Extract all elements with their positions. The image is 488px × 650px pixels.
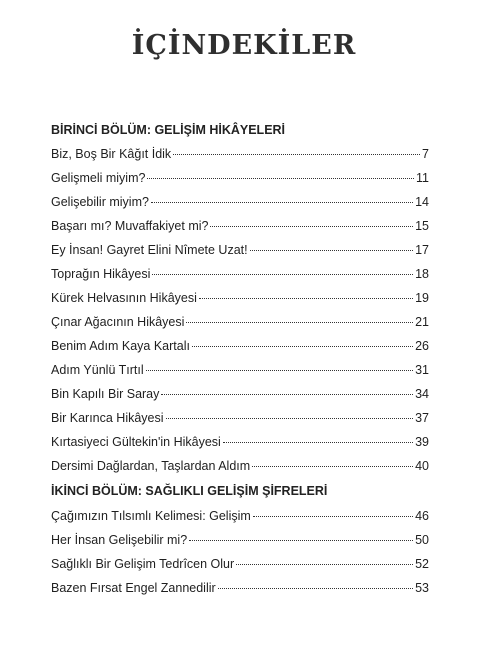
toc-entry-label: Kürek Helvasının Hikâyesi [51, 291, 197, 305]
toc-entry[interactable] [51, 581, 429, 595]
dot-leader [218, 588, 413, 589]
toc-entry-page: 11 [416, 171, 429, 185]
dot-leader [146, 370, 413, 371]
toc-entry-label: Çağımızın Tılsımlı Kelimesi: Gelişim [51, 509, 251, 523]
toc-entry-label: Bin Kapılı Bir Saray [51, 387, 160, 401]
toc-entry-page: 14 [415, 195, 429, 209]
dot-leader [223, 442, 413, 443]
toc-entry[interactable] [51, 533, 429, 547]
dot-leader [252, 466, 413, 467]
toc-entry-label: Adım Yünlü Tırtıl [51, 363, 144, 377]
toc-entry[interactable] [51, 219, 429, 233]
toc-entry-page: 46 [415, 509, 429, 523]
toc-entry-page: 40 [415, 459, 429, 473]
page-title: İÇİNDEKİLER [131, 30, 357, 61]
toc-entry[interactable] [51, 171, 429, 185]
dot-leader [250, 250, 413, 251]
toc-entry-page: 15 [415, 219, 429, 233]
toc-entry-page: 50 [415, 533, 429, 547]
toc-entry-label: Benim Adım Kaya Kartalı [51, 339, 190, 353]
dot-leader [199, 298, 413, 299]
toc-entry-page: 52 [415, 557, 429, 571]
toc-entry-page: 53 [415, 581, 429, 595]
toc-entry-page: 26 [415, 339, 429, 353]
toc-entry-page: 19 [415, 291, 429, 305]
toc-entry-page: 31 [415, 363, 429, 377]
dot-leader [147, 178, 414, 179]
toc-entry[interactable] [51, 291, 429, 305]
toc-entry-page: 7 [422, 147, 429, 161]
dot-leader [161, 394, 413, 395]
dot-leader [253, 516, 413, 517]
toc-entry[interactable] [51, 387, 429, 401]
toc-entry-label: Bazen Fırsat Engel Zannedilir [51, 581, 216, 595]
toc-entry-page: 37 [415, 411, 429, 425]
toc-entry[interactable] [51, 411, 429, 425]
toc-entry-label: Gelişmeli miyim? [51, 171, 146, 185]
dot-leader [236, 564, 413, 565]
dot-leader [189, 540, 413, 541]
toc-entry[interactable] [51, 557, 429, 571]
toc-entry-page: 17 [415, 243, 429, 257]
dot-leader [152, 274, 413, 275]
toc-entry[interactable] [51, 509, 429, 523]
dot-leader [192, 346, 413, 347]
toc-entry-label: Her İnsan Gelişebilir mi? [51, 533, 188, 547]
toc-entry-label: Çınar Ağacının Hikâyesi [51, 315, 185, 329]
toc-entry[interactable] [51, 339, 429, 353]
section-heading-1: BİRİNCİ BÖLÜM: GELİŞİM HİKÂYELERİ [51, 123, 286, 137]
toc-entry-label: Bir Karınca Hikâyesi [51, 411, 164, 425]
toc-entry[interactable] [51, 435, 429, 449]
toc-entry-label: Biz, Boş Bir Kâğıt İdik [51, 147, 172, 161]
toc-entry[interactable] [51, 315, 429, 329]
toc-entry-label: Ey İnsan! Gayret Elini Nîmete Uzat! [51, 243, 248, 257]
dot-leader [151, 202, 413, 203]
toc-entry-page: 34 [415, 387, 429, 401]
dot-leader [186, 322, 413, 323]
toc-entry-page: 39 [415, 435, 429, 449]
toc-entry-label: Kırtasiyeci Gültekin'in Hikâyesi [51, 435, 221, 449]
toc-entry[interactable] [51, 267, 429, 281]
toc-entry-label: Toprağın Hikâyesi [51, 267, 151, 281]
section-heading-2: İKİNCİ BÖLÜM: SAĞLIKLI GELİŞİM ŞİFRELERİ [51, 484, 328, 498]
toc-entry-label: Sağlıklı Bir Gelişim Tedrîcen Olur [51, 557, 235, 571]
toc-entry[interactable] [51, 459, 429, 473]
dot-leader [210, 226, 413, 227]
toc-entry-page: 21 [415, 315, 429, 329]
toc-entry-label: Dersimi Dağlardan, Taşlardan Aldım [51, 459, 251, 473]
toc-entry[interactable] [51, 195, 429, 209]
toc-entry[interactable] [51, 243, 429, 257]
toc-entry-page: 18 [415, 267, 429, 281]
toc-entry[interactable] [51, 363, 429, 377]
toc-entry[interactable] [51, 147, 429, 161]
dot-leader [173, 154, 420, 155]
dot-leader [166, 418, 414, 419]
toc-entry-label: Başarı mı? Muvaffakiyet mi? [51, 219, 209, 233]
toc-entry-label: Gelişebilir miyim? [51, 195, 149, 209]
